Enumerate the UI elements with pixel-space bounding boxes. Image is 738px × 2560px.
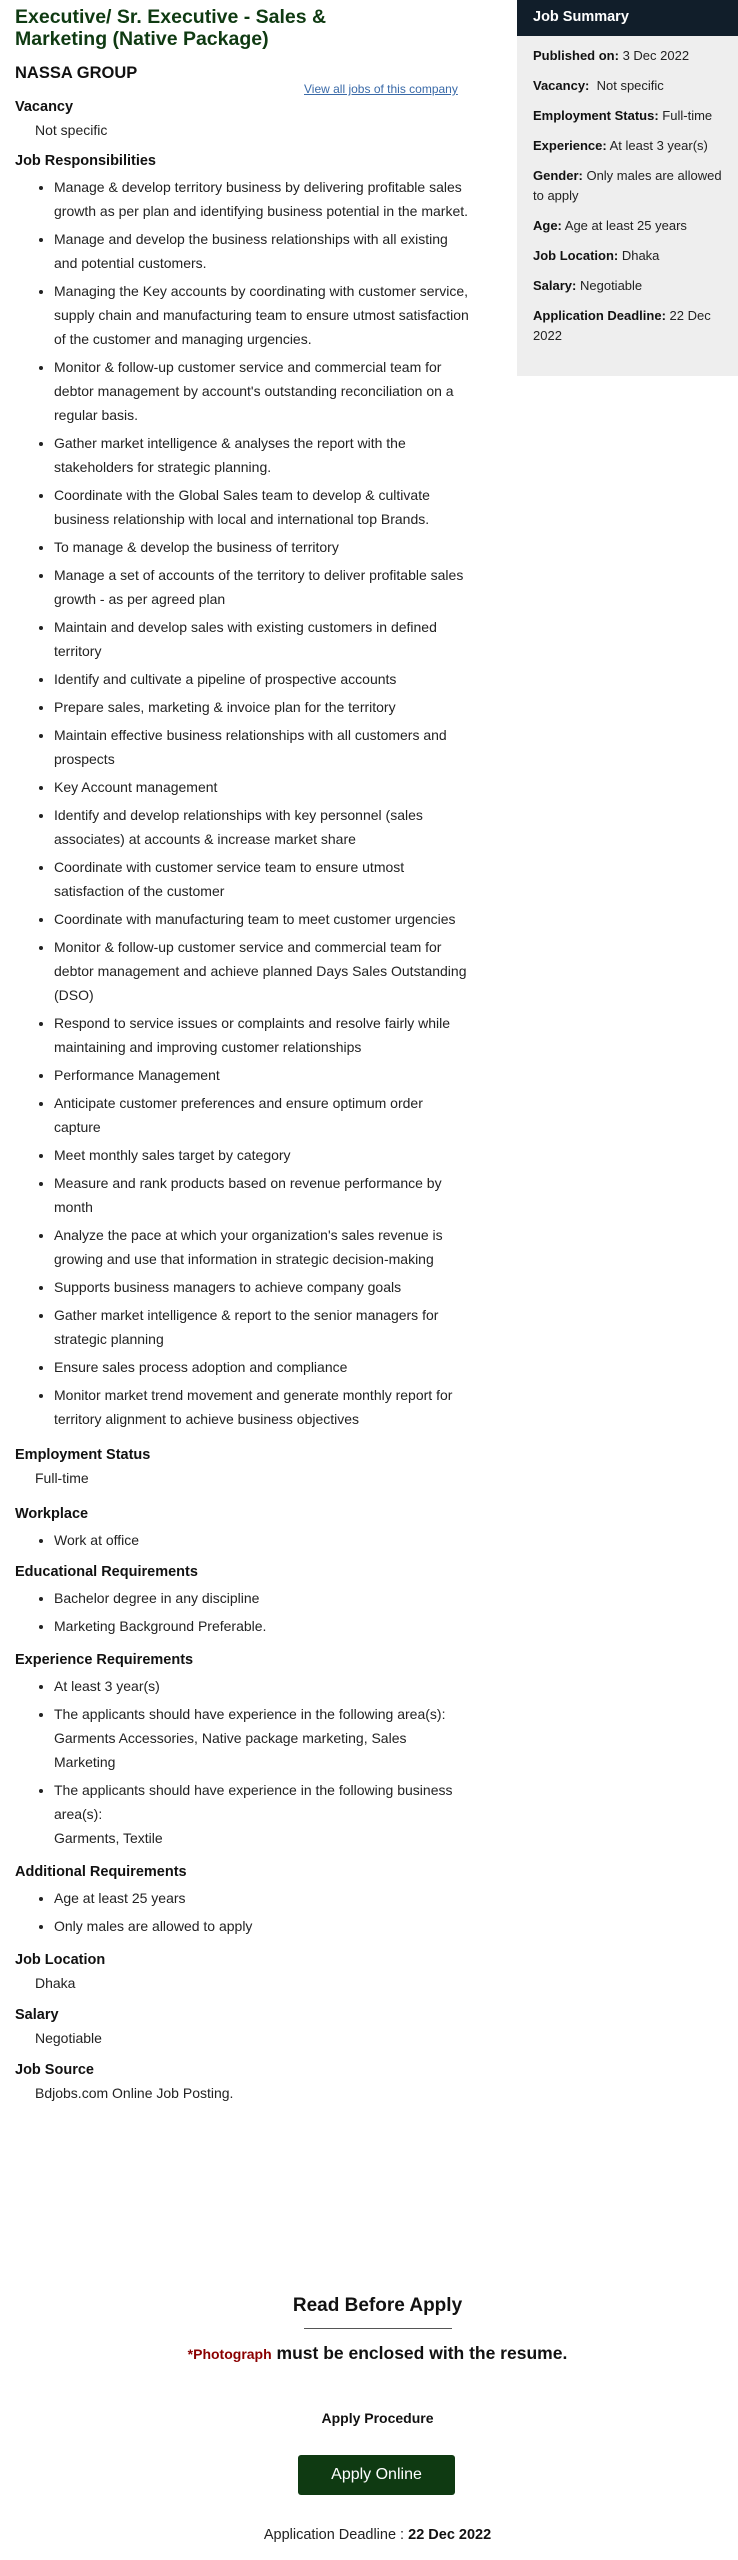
summary-published xyxy=(517,46,738,66)
responsibility-item: • Manage and develop the business relationships with all existing and potential customers. xyxy=(54,227,470,275)
vacancy-heading: Vacancy xyxy=(15,99,74,115)
education-section xyxy=(15,1562,470,1638)
responsibility-item: • Identify and develop relationships with key personnel (sales associates) at accounts & increase market share xyxy=(54,803,470,851)
read-before-apply xyxy=(0,2295,738,2364)
job-location-value: Dhaka xyxy=(35,1975,76,1991)
experience-business-intro: The applicants should have experience in the following business area(s): xyxy=(54,1782,453,1822)
responsibility-item: • Supports business managers to achieve company goals xyxy=(54,1275,470,1299)
vacancy-value: Not specific xyxy=(35,122,108,138)
summary-label: Job Location: xyxy=(533,248,619,263)
workplace-list xyxy=(15,1528,470,1552)
job-location-heading: Job Location xyxy=(15,1952,106,1968)
job-location-section xyxy=(15,1950,470,1993)
summary-application-deadline xyxy=(517,306,738,346)
responsibility-item: • Maintain effective business relationships with all customers and prospects xyxy=(54,723,470,771)
responsibility-item: • Measure and rank products based on revenue performance by month xyxy=(54,1171,470,1219)
view-all-jobs-link[interactable]: View all jobs of this company xyxy=(304,82,458,96)
responsibility-item: • Coordinate with the Global Sales team to develop & cultivate business relationship with local and international top Brands. xyxy=(54,483,470,531)
responsibility-item: • Coordinate with customer service team to ensure utmost satisfaction of the customer xyxy=(54,855,470,903)
summary-label: Published on: xyxy=(533,48,619,63)
experience-area-intro: The applicants should have experience in the following area(s): xyxy=(54,1706,446,1722)
job-summary-title: Job Summary xyxy=(517,0,738,36)
responsibility-item: • Respond to service issues or complaints and resolve fairly while maintaining and improving customer relationships xyxy=(54,1011,470,1059)
list-item: • Marketing Background Preferable. xyxy=(54,1614,470,1638)
summary-label: Application Deadline: xyxy=(533,308,666,323)
company-name: NASSA GROUP xyxy=(15,64,138,82)
list-item: • Work at office xyxy=(54,1528,470,1552)
responsibilities-section xyxy=(15,151,470,1431)
divider xyxy=(304,2328,452,2329)
list-item xyxy=(54,1778,470,1850)
employment-status-heading: Employment Status xyxy=(15,1447,151,1463)
responsibility-item: • Performance Management xyxy=(54,1063,470,1087)
apply-online-button[interactable]: Apply Online xyxy=(298,2455,455,2495)
responsibility-item: • Monitor & follow-up customer service and commercial team for debtor management and achieve planned Days Sales Outstanding (DSO) xyxy=(54,935,470,1007)
photograph-label: *Photograph xyxy=(187,2346,272,2362)
responsibility-item: • Key Account management xyxy=(54,775,470,799)
experience-area-detail: Garments Accessories, Native package marketing, Sales Marketing xyxy=(54,1730,407,1770)
additional-requirements-heading: Additional Requirements xyxy=(15,1864,187,1880)
summary-label: Experience: xyxy=(533,138,607,153)
summary-label: Salary: xyxy=(533,278,577,293)
education-heading: Educational Requirements xyxy=(15,1564,198,1580)
workplace-heading: Workplace xyxy=(15,1506,89,1522)
salary-value: Negotiable xyxy=(35,2030,102,2046)
summary-value: Dhaka xyxy=(618,248,660,263)
photograph-note xyxy=(0,2343,738,2364)
responsibility-item: • Coordinate with manufacturing team to meet customer urgencies xyxy=(54,907,470,931)
responsibility-item: • Analyze the pace at which your organization's sales revenue is growing and use that information in strategic decision-making xyxy=(54,1223,470,1271)
apply-procedure-heading: Apply Procedure xyxy=(321,2410,434,2426)
responsibility-item: • Anticipate customer preferences and ensure optimum order capture xyxy=(54,1091,470,1139)
photograph-text: must be enclosed with the resume. xyxy=(271,2343,568,2363)
responsibilities-list xyxy=(15,175,470,1431)
additional-requirements-list xyxy=(15,1886,470,1938)
summary-value: Age at least 25 years xyxy=(561,218,687,233)
deadline-value: 22 Dec 2022 xyxy=(408,2527,492,2543)
responsibility-item: • Maintain and develop sales with existing customers in defined territory xyxy=(54,615,470,663)
job-summary-panel xyxy=(517,0,738,376)
employment-status-value: Full-time xyxy=(35,1470,89,1486)
summary-value: Only males are allowed to apply xyxy=(533,168,722,203)
summary-value: 3 Dec 2022 xyxy=(618,48,690,63)
list-item: • Age at least 25 years xyxy=(54,1886,470,1910)
salary-section xyxy=(15,2005,470,2048)
responsibility-item: • Prepare sales, marketing & invoice plan for the territory xyxy=(54,695,470,719)
summary-age xyxy=(517,216,738,236)
responsibilities-heading: Job Responsibilities xyxy=(15,153,156,169)
job-source-value: Bdjobs.com Online Job Posting. xyxy=(35,2085,234,2101)
responsibility-item: • Monitor & follow-up customer service and commercial team for debtor management by account's outstanding reconciliation on a regular basis. xyxy=(54,355,470,427)
responsibility-item: • Gather market intelligence & report to the senior managers for strategic planning xyxy=(54,1303,470,1351)
job-source-heading: Job Source xyxy=(15,2062,94,2078)
additional-requirements-section xyxy=(15,1862,470,1938)
experience-list xyxy=(15,1674,470,1850)
responsibility-item: • Meet monthly sales target by category xyxy=(54,1143,470,1167)
responsibility-item: • Managing the Key accounts by coordinating with customer service, supply chain and manufacturing team to ensure utmost satisfaction of the customer and managing urgencies. xyxy=(54,279,470,351)
list-item: • Only males are allowed to apply xyxy=(54,1914,470,1938)
responsibility-item: • Monitor market trend movement and generate monthly report for territory alignment to achieve business objectives xyxy=(54,1383,470,1431)
experience-heading: Experience Requirements xyxy=(15,1652,194,1668)
application-deadline-footer xyxy=(0,2527,738,2543)
summary-experience xyxy=(517,136,738,156)
summary-label: Age: xyxy=(533,218,562,233)
education-list xyxy=(15,1586,470,1638)
summary-label: Employment Status: xyxy=(533,108,659,123)
experience-business-detail: Garments, Textile xyxy=(54,1830,163,1846)
list-item: • Bachelor degree in any discipline xyxy=(54,1586,470,1610)
summary-value: Not specific xyxy=(589,78,664,93)
summary-employment-status xyxy=(517,106,738,126)
experience-section xyxy=(15,1650,470,1850)
list-item: • At least 3 year(s) xyxy=(54,1674,470,1698)
responsibility-item: • Manage a set of accounts of the territory to deliver profitable sales growth - as per agreed plan xyxy=(54,563,470,611)
summary-vacancy xyxy=(517,76,738,96)
summary-job-location xyxy=(517,246,738,266)
responsibility-item: • Identify and cultivate a pipeline of prospective accounts xyxy=(54,667,470,691)
summary-gender xyxy=(517,166,738,206)
summary-value: Negotiable xyxy=(576,278,643,293)
responsibility-item: • Gather market intelligence & analyses the report with the stakeholders for strategic planning. xyxy=(54,431,470,479)
salary-heading: Salary xyxy=(15,2007,59,2023)
summary-value: Full-time xyxy=(658,108,713,123)
responsibility-item: • Manage & develop territory business by delivering profitable sales growth as per plan and identifying business potential in the market. xyxy=(54,175,470,223)
summary-salary xyxy=(517,276,738,296)
workplace-section xyxy=(15,1504,470,1552)
job-source-section xyxy=(15,2060,470,2103)
vacancy-section xyxy=(15,97,470,140)
responsibility-item: • Ensure sales process adoption and compliance xyxy=(54,1355,470,1379)
summary-label: Vacancy: xyxy=(533,78,590,93)
summary-value: At least 3 year(s) xyxy=(606,138,708,153)
read-before-title: Read Before Apply xyxy=(292,2295,463,2316)
deadline-label: Application Deadline : xyxy=(263,2527,409,2543)
summary-value: 22 Dec 2022 xyxy=(533,308,711,343)
job-details xyxy=(15,0,470,2103)
employment-status-section xyxy=(15,1445,470,1488)
responsibility-item: • To manage & develop the business of territory xyxy=(54,535,470,559)
summary-label: Gender: xyxy=(533,168,583,183)
list-item xyxy=(54,1702,470,1774)
job-title: Executive/ Sr. Executive - Sales & Marketing (Native Package) xyxy=(15,6,327,50)
